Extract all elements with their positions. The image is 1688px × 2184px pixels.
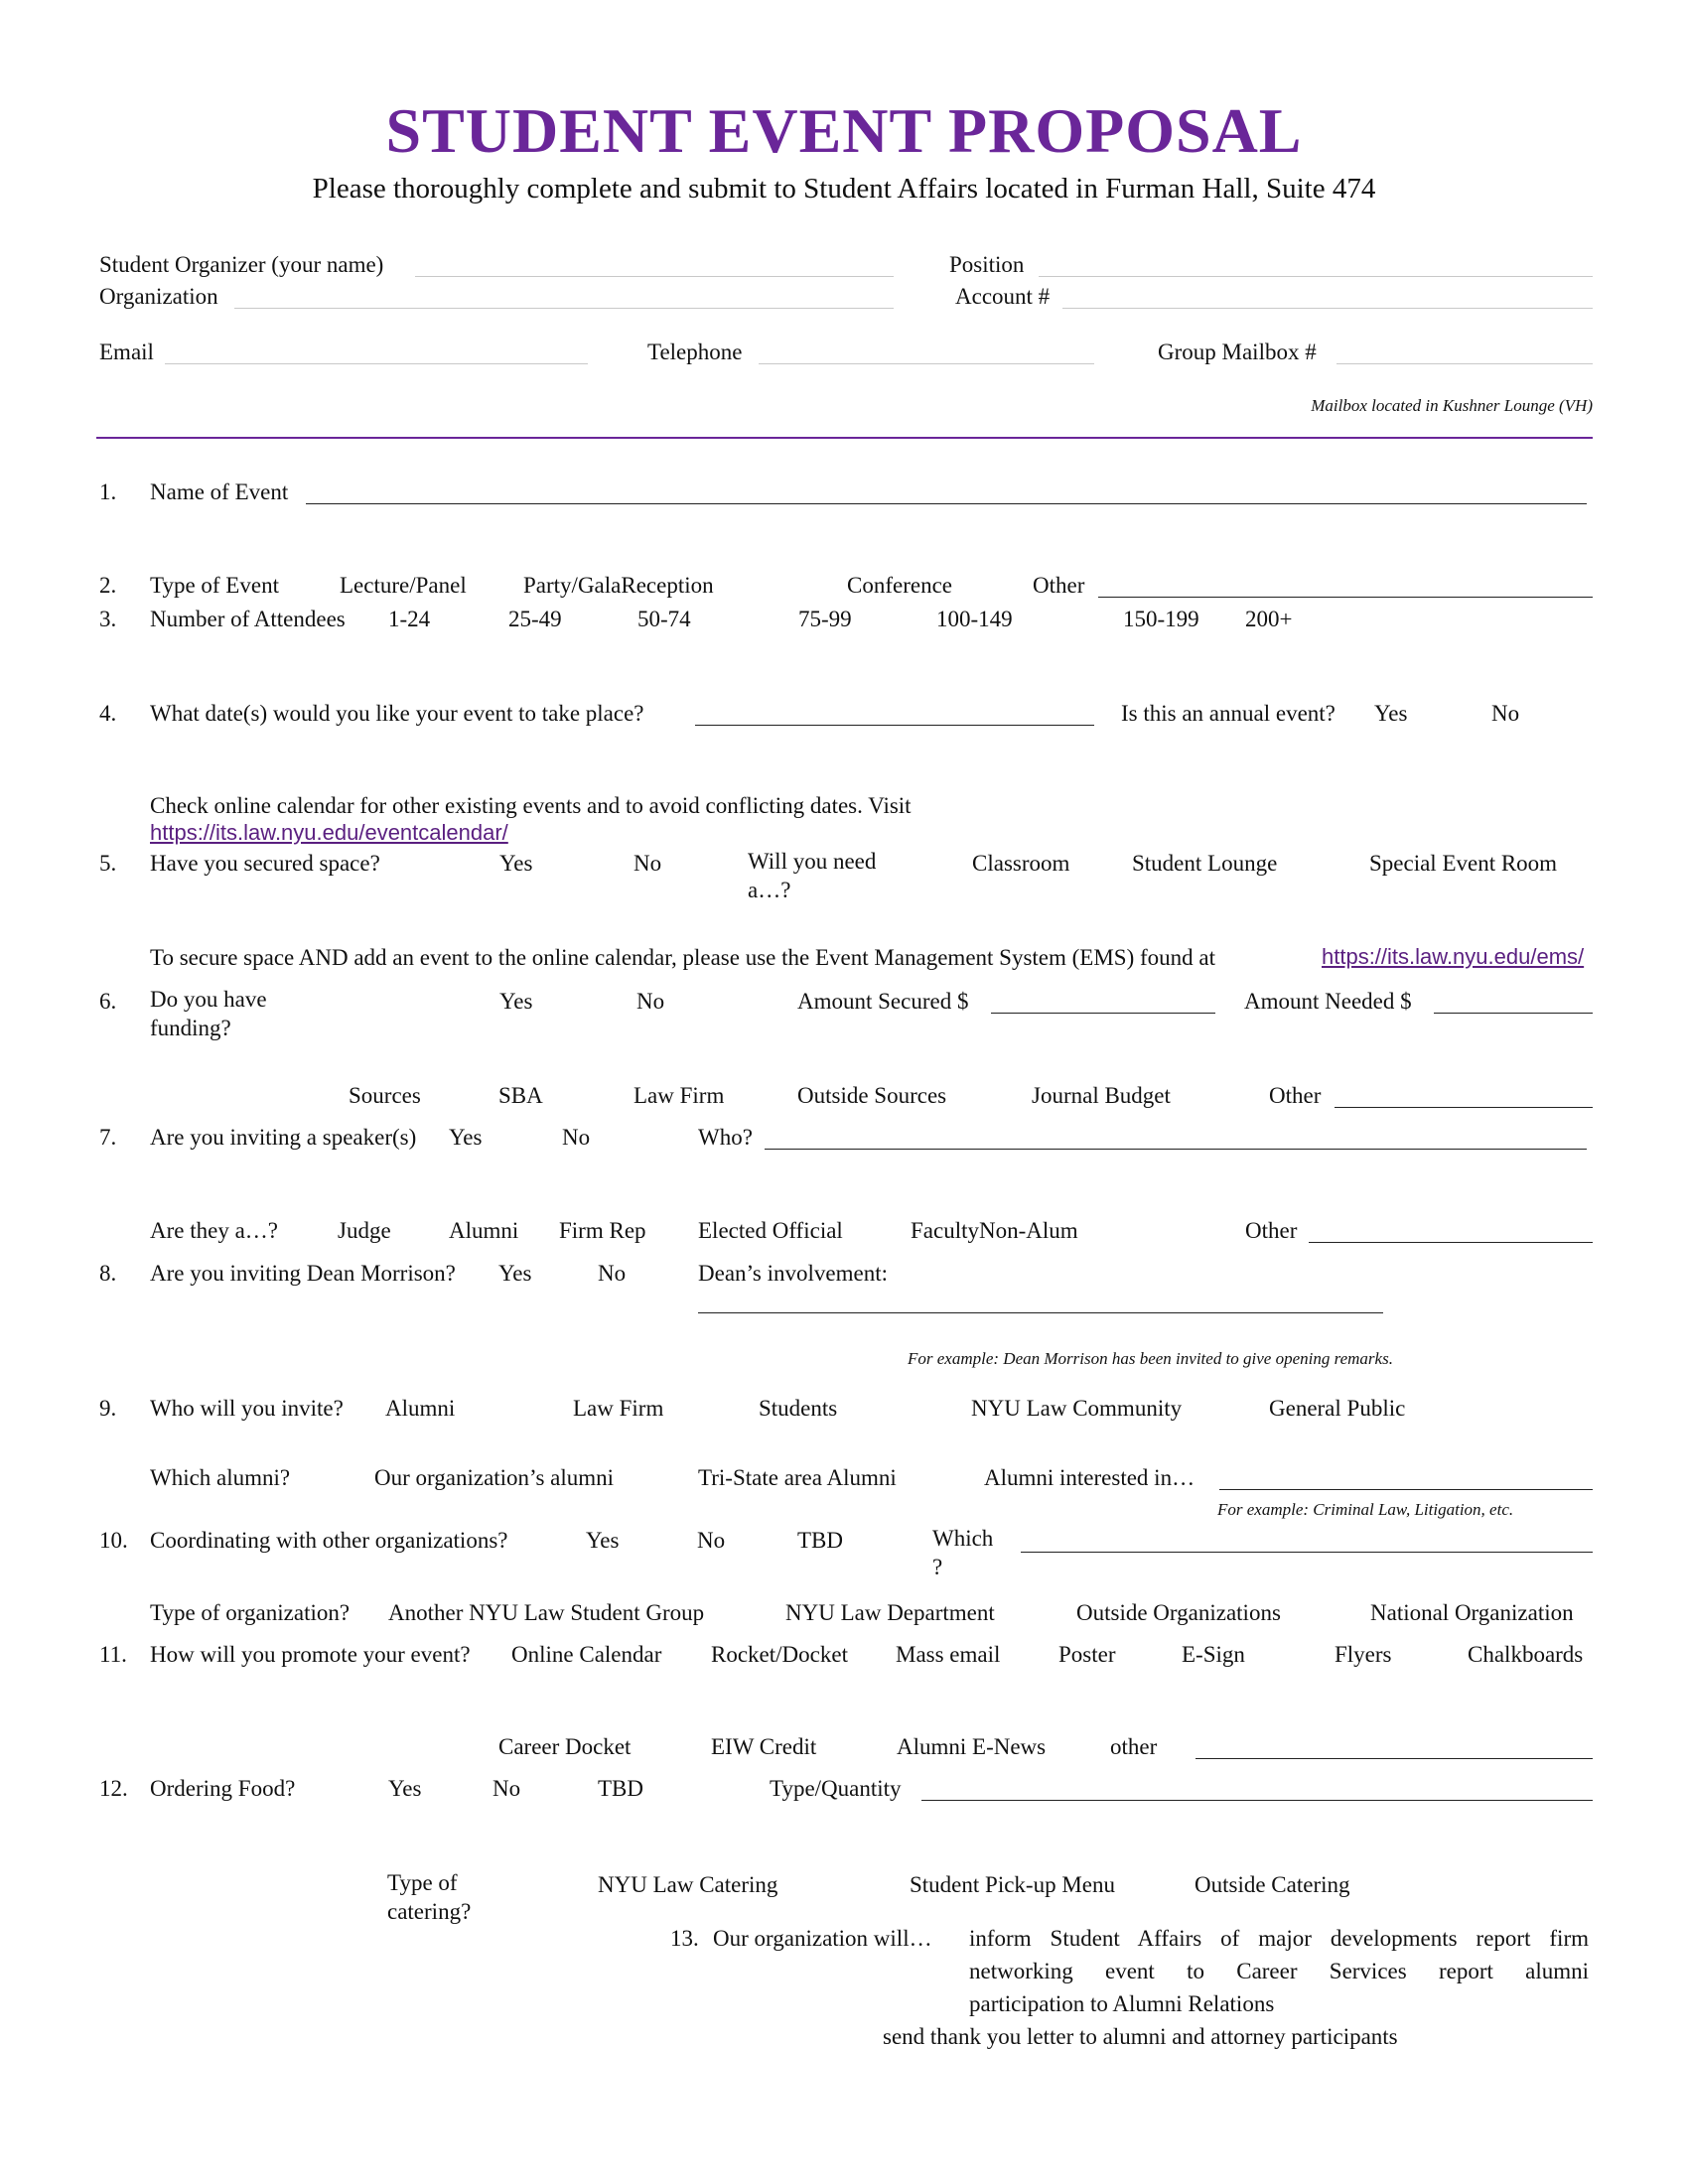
header-divider (96, 437, 1593, 439)
event-name-field[interactable] (306, 503, 1587, 504)
q5-number: 5. (99, 851, 117, 876)
speaker-firm-rep-option[interactable]: Firm Rep (559, 1218, 646, 1243)
organization-label: Organization (99, 284, 218, 309)
group-mailbox-field[interactable] (1336, 363, 1593, 364)
alumni-our-organization-option[interactable]: Our organization’s alumni (374, 1465, 615, 1490)
alumni-interested-in-field[interactable] (1219, 1489, 1593, 1490)
coordinating-yes-option[interactable]: Yes (586, 1528, 620, 1553)
speaker-who-field[interactable] (765, 1149, 1587, 1150)
org-student-group-option[interactable]: Another NYU Law Student Group (388, 1600, 705, 1625)
student-organizer-label: Student Organizer (your name) (99, 252, 384, 277)
q12-label: Ordering Food? (150, 1776, 296, 1801)
amount-secured-label: Amount Secured $ (797, 989, 969, 1014)
q10-label: Coordinating with other organizations? (150, 1528, 508, 1553)
q9-label: Who will you invite? (150, 1396, 344, 1421)
space-yes-option[interactable]: Yes (499, 851, 533, 876)
telephone-label: Telephone (647, 340, 743, 364)
dean-yes-option[interactable]: Yes (498, 1261, 532, 1286)
option-attendees-50-74[interactable]: 50-74 (637, 607, 691, 631)
option-attendees-100-149[interactable]: 100-149 (936, 607, 1013, 631)
page-title: STUDENT EVENT PROPOSAL (385, 95, 1303, 166)
promote-rocket-docket-option[interactable]: Rocket/Docket (711, 1642, 848, 1667)
q10-number: 10. (99, 1528, 128, 1553)
q11-number: 11. (99, 1642, 127, 1667)
option-student-lounge[interactable]: Student Lounge (1132, 851, 1278, 876)
q1-number: 1. (99, 479, 117, 504)
promote-other-option[interactable]: other (1110, 1734, 1158, 1759)
account-label: Account # (955, 284, 1051, 309)
org-type-label: Type of organization? (150, 1600, 351, 1625)
amount-needed-label: Amount Needed $ (1244, 989, 1412, 1014)
alumni-interested-in-option[interactable]: Alumni interested in… (984, 1465, 1196, 1490)
promote-career-docket-option[interactable]: Career Docket (498, 1734, 632, 1759)
coordinating-tbd-option[interactable]: TBD (797, 1528, 843, 1553)
coordinating-which-label: Which ? (932, 1526, 994, 1579)
food-no-option[interactable]: No (492, 1776, 521, 1801)
amount-secured-field[interactable] (991, 1013, 1215, 1014)
annual-yes-option[interactable]: Yes (1374, 701, 1408, 726)
invite-nyu-law-community-option[interactable]: NYU Law Community (971, 1396, 1183, 1421)
q3-label: Number of Attendees (150, 607, 346, 631)
option-event-type-other[interactable]: Other (1033, 573, 1085, 598)
group-mailbox-label: Group Mailbox # (1158, 340, 1317, 364)
annual-no-option[interactable]: No (1491, 701, 1520, 726)
q13-option-thank-you-letter[interactable]: send thank you letter to alumni and attorney participants (883, 2024, 1398, 2049)
invite-students-option[interactable]: Students (759, 1396, 838, 1421)
q13-option-inform-student-affairs[interactable]: inform Student Affairs of major developments report firm (969, 1926, 1589, 1951)
q8-number: 8. (99, 1261, 117, 1286)
account-field[interactable] (1062, 308, 1593, 309)
sources-label: Sources (349, 1083, 421, 1108)
promote-eiw-credit-option[interactable]: EIW Credit (711, 1734, 817, 1759)
speaker-alumni-option[interactable]: Alumni (449, 1218, 519, 1243)
option-lecture-panel[interactable]: Lecture/Panel (340, 573, 467, 598)
promote-online-calendar-option[interactable]: Online Calendar (511, 1642, 662, 1667)
source-other-option[interactable]: Other (1269, 1083, 1322, 1108)
speaker-faculty-non-alum-option[interactable]: FacultyNon-Alum (911, 1218, 1078, 1243)
option-special-event-room[interactable]: Special Event Room (1369, 851, 1558, 876)
food-type-quantity-field[interactable] (921, 1800, 1593, 1801)
speaker-yes-option[interactable]: Yes (449, 1125, 483, 1150)
promote-poster-option[interactable]: Poster (1058, 1642, 1116, 1667)
alumni-tri-state-option[interactable]: Tri-State area Alumni (698, 1465, 897, 1490)
option-attendees-25-49[interactable]: 25-49 (508, 607, 562, 631)
funding-yes-option[interactable]: Yes (499, 989, 533, 1014)
source-journal-budget-option[interactable]: Journal Budget (1032, 1083, 1171, 1108)
page-subtitle: Please thoroughly complete and submit to Student Affairs located in Furman Hall, Suite 474 (312, 173, 1376, 205)
q12-number: 12. (99, 1776, 128, 1801)
org-outside-option[interactable]: Outside Organizations (1076, 1600, 1281, 1625)
dean-no-option[interactable]: No (598, 1261, 627, 1286)
promote-mass-email-option[interactable]: Mass email (896, 1642, 1001, 1667)
source-law-firm-option[interactable]: Law Firm (633, 1083, 725, 1108)
coordinating-no-option[interactable]: No (697, 1528, 726, 1553)
q6-label: Do you have funding? (150, 987, 267, 1040)
option-attendees-150-199[interactable]: 150-199 (1123, 607, 1199, 631)
q8-label: Are you inviting Dean Morrison? (150, 1261, 456, 1286)
dean-involvement-field[interactable] (698, 1312, 1383, 1313)
q11-label: How will you promote your event? (150, 1642, 471, 1667)
promote-chalkboards-option[interactable]: Chalkboards (1468, 1642, 1584, 1667)
speaker-type-label: Are they a…? (150, 1218, 278, 1243)
q9-number: 9. (99, 1396, 117, 1421)
speaker-judge-option[interactable]: Judge (338, 1218, 391, 1243)
organization-field[interactable] (234, 308, 894, 309)
q2-label: Type of Event (150, 573, 279, 598)
option-attendees-75-99[interactable]: 75-99 (798, 607, 852, 631)
position-field[interactable] (1039, 276, 1593, 277)
speaker-other-option[interactable]: Other (1245, 1218, 1298, 1243)
speaker-other-field[interactable] (1309, 1242, 1593, 1243)
invite-alumni-option[interactable]: Alumni (385, 1396, 456, 1421)
calendar-note: Check online calendar for other existing events and to avoid conflicting dates. Visit (150, 793, 912, 818)
food-tbd-option[interactable]: TBD (598, 1776, 643, 1801)
ems-link[interactable]: https://its.law.nyu.edu/ems/ (1322, 944, 1585, 969)
promote-other-field[interactable] (1196, 1758, 1593, 1759)
promote-flyers-option[interactable]: Flyers (1335, 1642, 1392, 1667)
q2-number: 2. (99, 573, 117, 598)
telephone-field[interactable] (759, 363, 1094, 364)
promote-alumni-e-news-option[interactable]: Alumni E-News (897, 1734, 1047, 1759)
catering-outside-option[interactable]: Outside Catering (1195, 1872, 1350, 1897)
annual-event-label: Is this an annual event? (1121, 701, 1336, 726)
student-organizer-field[interactable] (415, 276, 894, 277)
speaker-elected-official-option[interactable]: Elected Official (698, 1218, 843, 1243)
email-field[interactable] (165, 363, 588, 364)
mailbox-note: Mailbox located in Kushner Lounge (VH) (1311, 396, 1593, 415)
speaker-no-option[interactable]: No (562, 1125, 591, 1150)
invite-general-public-option[interactable]: General Public (1269, 1396, 1406, 1421)
invite-law-firm-option[interactable]: Law Firm (573, 1396, 664, 1421)
funding-no-option[interactable]: No (636, 989, 665, 1014)
option-classroom[interactable]: Classroom (972, 851, 1070, 876)
position-label: Position (949, 252, 1025, 277)
event-type-other-field[interactable] (1098, 597, 1593, 598)
coordinating-which-field[interactable] (1021, 1552, 1593, 1553)
food-yes-option[interactable]: Yes (388, 1776, 422, 1801)
q7-number: 7. (99, 1125, 117, 1150)
space-no-option[interactable]: No (633, 851, 662, 876)
speaker-who-label: Who? (698, 1125, 753, 1150)
promote-e-sign-option[interactable]: E-Sign (1182, 1642, 1245, 1667)
q1-label: Name of Event (150, 479, 289, 504)
catering-student-pickup-option[interactable]: Student Pick-up Menu (910, 1872, 1115, 1897)
amount-needed-field[interactable] (1434, 1013, 1593, 1014)
email-label: Email (99, 340, 154, 364)
q3-number: 3. (99, 607, 117, 631)
source-other-field[interactable] (1335, 1107, 1593, 1108)
source-sba-option[interactable]: SBA (498, 1083, 543, 1108)
option-conference[interactable]: Conference (847, 573, 952, 598)
source-outside-option[interactable]: Outside Sources (797, 1083, 947, 1108)
q7-label: Are you inviting a speaker(s) (150, 1125, 417, 1150)
catering-nyu-law-option[interactable]: NYU Law Catering (598, 1872, 778, 1897)
q4-label: What date(s) would you like your event to take place? (150, 701, 644, 726)
option-party-gala-reception[interactable]: Party/GalaReception (523, 573, 714, 598)
option-attendees-1-24[interactable]: 1-24 (388, 607, 431, 631)
q4-number: 4. (99, 701, 117, 726)
org-national-option[interactable]: National Organization (1370, 1600, 1574, 1625)
dean-involvement-example: For example: Dean Morrison has been invited to give opening remarks. (908, 1349, 1393, 1368)
q13-number: 13. (670, 1926, 699, 1951)
q5-label: Have you secured space? (150, 851, 380, 876)
alumni-interest-example: For example: Criminal Law, Litigation, etc. (1217, 1500, 1514, 1519)
catering-type-label: Type of catering? (387, 1870, 472, 1924)
ems-note: To secure space AND add an event to the online calendar, please use the Event Management System (EMS) found at (150, 945, 1216, 970)
which-alumni-label: Which alumni? (150, 1465, 291, 1490)
event-date-field[interactable] (695, 725, 1094, 726)
dean-involvement-label: Dean’s involvement: (698, 1261, 888, 1286)
food-type-quantity-label: Type/Quantity (770, 1776, 902, 1801)
option-attendees-200-plus[interactable]: 200+ (1245, 607, 1293, 631)
event-calendar-link[interactable]: https://its.law.nyu.edu/eventcalendar/ (150, 820, 508, 845)
q6-number: 6. (99, 989, 117, 1014)
space-need-label: Will you need a…? (748, 849, 877, 902)
q13-option-report-firm-networking[interactable]: networking event to Career Services report alumni (969, 1959, 1589, 1983)
org-law-department-option[interactable]: NYU Law Department (785, 1600, 995, 1625)
q13-label: Our organization will… (713, 1926, 932, 1951)
q13-option-alumni-relations[interactable]: participation to Alumni Relations (969, 1991, 1275, 2016)
